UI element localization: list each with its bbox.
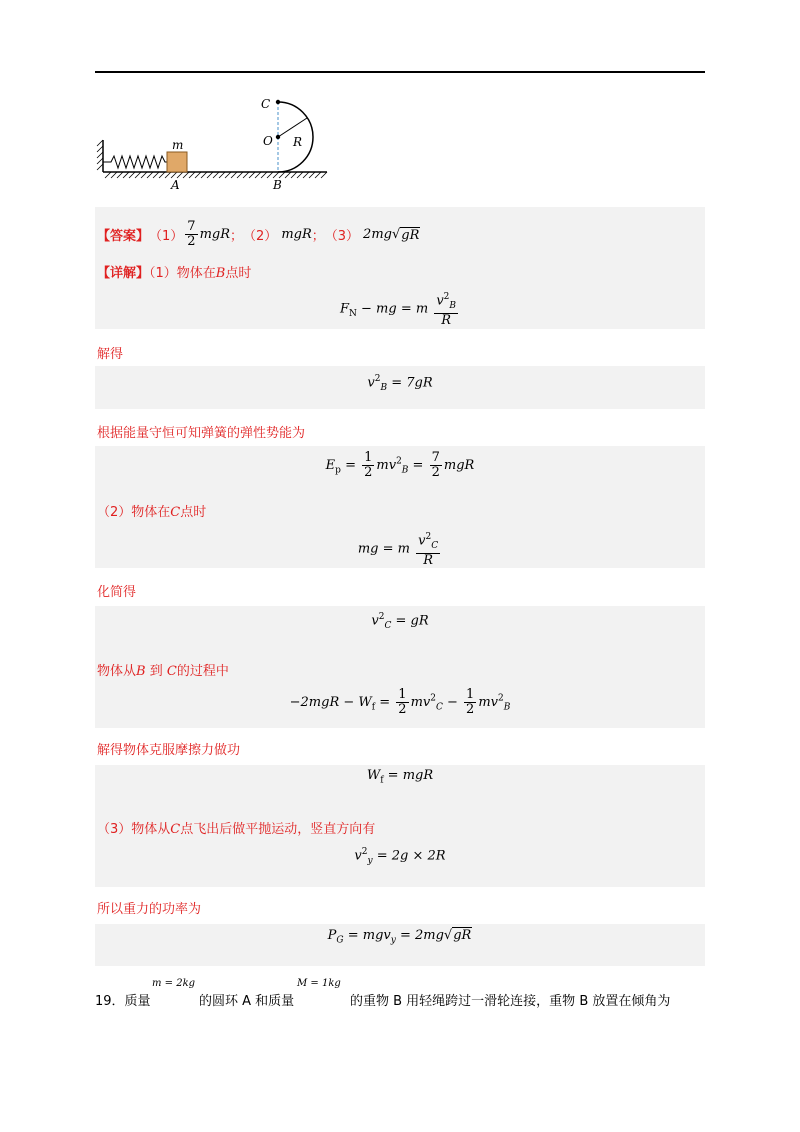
part2-label: （2）物体在C点时 xyxy=(97,505,207,520)
sqrt-symbol-icon: √ xyxy=(391,227,401,242)
detail-heading: 【详解】 xyxy=(97,266,150,281)
part3-label: （3）物体从C点飞出后做平抛运动，竖直方向有 xyxy=(97,822,376,837)
header-rule xyxy=(95,71,705,73)
equation-5: $v^2_C$ = gR xyxy=(371,612,429,631)
question-number: 19．质量 xyxy=(95,994,151,1009)
equation-8: $v^2_y = 2g \times 2R$ xyxy=(354,847,446,866)
wall-hatch xyxy=(97,140,103,170)
simplify-label: 化简得 xyxy=(97,585,137,600)
mass-M-value: M = 1kg xyxy=(297,978,341,989)
block-m xyxy=(167,152,187,172)
equation-6: $-2mgR - W_f$ = $\frac{1}{2}$ $mv^2_C$ − $\frac{1}{2}$ $mv^2_B$ xyxy=(289,687,511,717)
detail-intro: 【详解】（1）物体在B点时 xyxy=(97,266,252,281)
process-label: 物体从B 到 C的过程中 xyxy=(97,664,229,679)
energy-label: 根据能量守恒可知弹簧的弹性势能为 xyxy=(97,426,306,441)
answer-part1-value: mgR xyxy=(199,227,231,242)
answer-heading: 【答案】 xyxy=(97,229,150,244)
answer-part1-fraction: $\frac{7}{2}$ xyxy=(187,219,196,249)
question-19 xyxy=(95,978,715,1018)
question-mid-text: 的圆环 A 和质量 xyxy=(199,994,295,1009)
sqrt-symbol-icon: √ xyxy=(443,928,453,943)
label-C: C xyxy=(261,97,271,111)
ground-hatch xyxy=(105,172,327,178)
spring xyxy=(103,156,167,168)
label-A: A xyxy=(171,178,180,192)
power-label: 所以重力的功率为 xyxy=(97,902,202,917)
equation-9: $P_G = mgv_y = 2mg√gR$ xyxy=(327,928,472,946)
answer-part2-value: mgR xyxy=(281,227,312,242)
physics-diagram xyxy=(95,92,335,192)
answer-part3-sqrt: gR xyxy=(401,227,420,243)
answer-part1-label: （1） xyxy=(149,229,184,244)
point-C xyxy=(276,100,280,104)
label-B: B xyxy=(273,178,282,192)
answer-part3-value: 2mg xyxy=(363,227,392,242)
question-end-text: 的重物 B 用轻绳跨过一滑轮连接，重物 B 放置在倾角为 xyxy=(350,994,671,1009)
label-m: m xyxy=(172,138,184,152)
equation-1: $F_N$ − mg = m $\frac{v^2_B}{R}$ xyxy=(339,292,457,328)
solve-label-1: 解得 xyxy=(97,347,124,362)
work-label: 解得物体克服摩擦力做功 xyxy=(97,743,241,758)
equation-2: $v^2_B = 7gR$ xyxy=(367,374,433,393)
equation-4: mg = m $\frac{v^2_C}{R}$ xyxy=(357,532,439,568)
label-R: R xyxy=(293,135,303,149)
answer-sep1: ； xyxy=(230,229,244,244)
answer-sep2: ； xyxy=(311,229,325,244)
answer-part2-label: （2） xyxy=(243,229,278,244)
answer-line xyxy=(97,220,420,249)
answer-part3-label: （3） xyxy=(324,229,360,244)
equation-3: $E_p$ = $\frac{1}{2}$ $mv^2_B$ = $\frac{7}{2}$ mgR xyxy=(325,450,475,480)
mass-m-value: m = 2kg xyxy=(152,978,196,989)
label-O: O xyxy=(263,134,273,148)
equation-7: $W_f$ = mgR xyxy=(366,768,434,786)
